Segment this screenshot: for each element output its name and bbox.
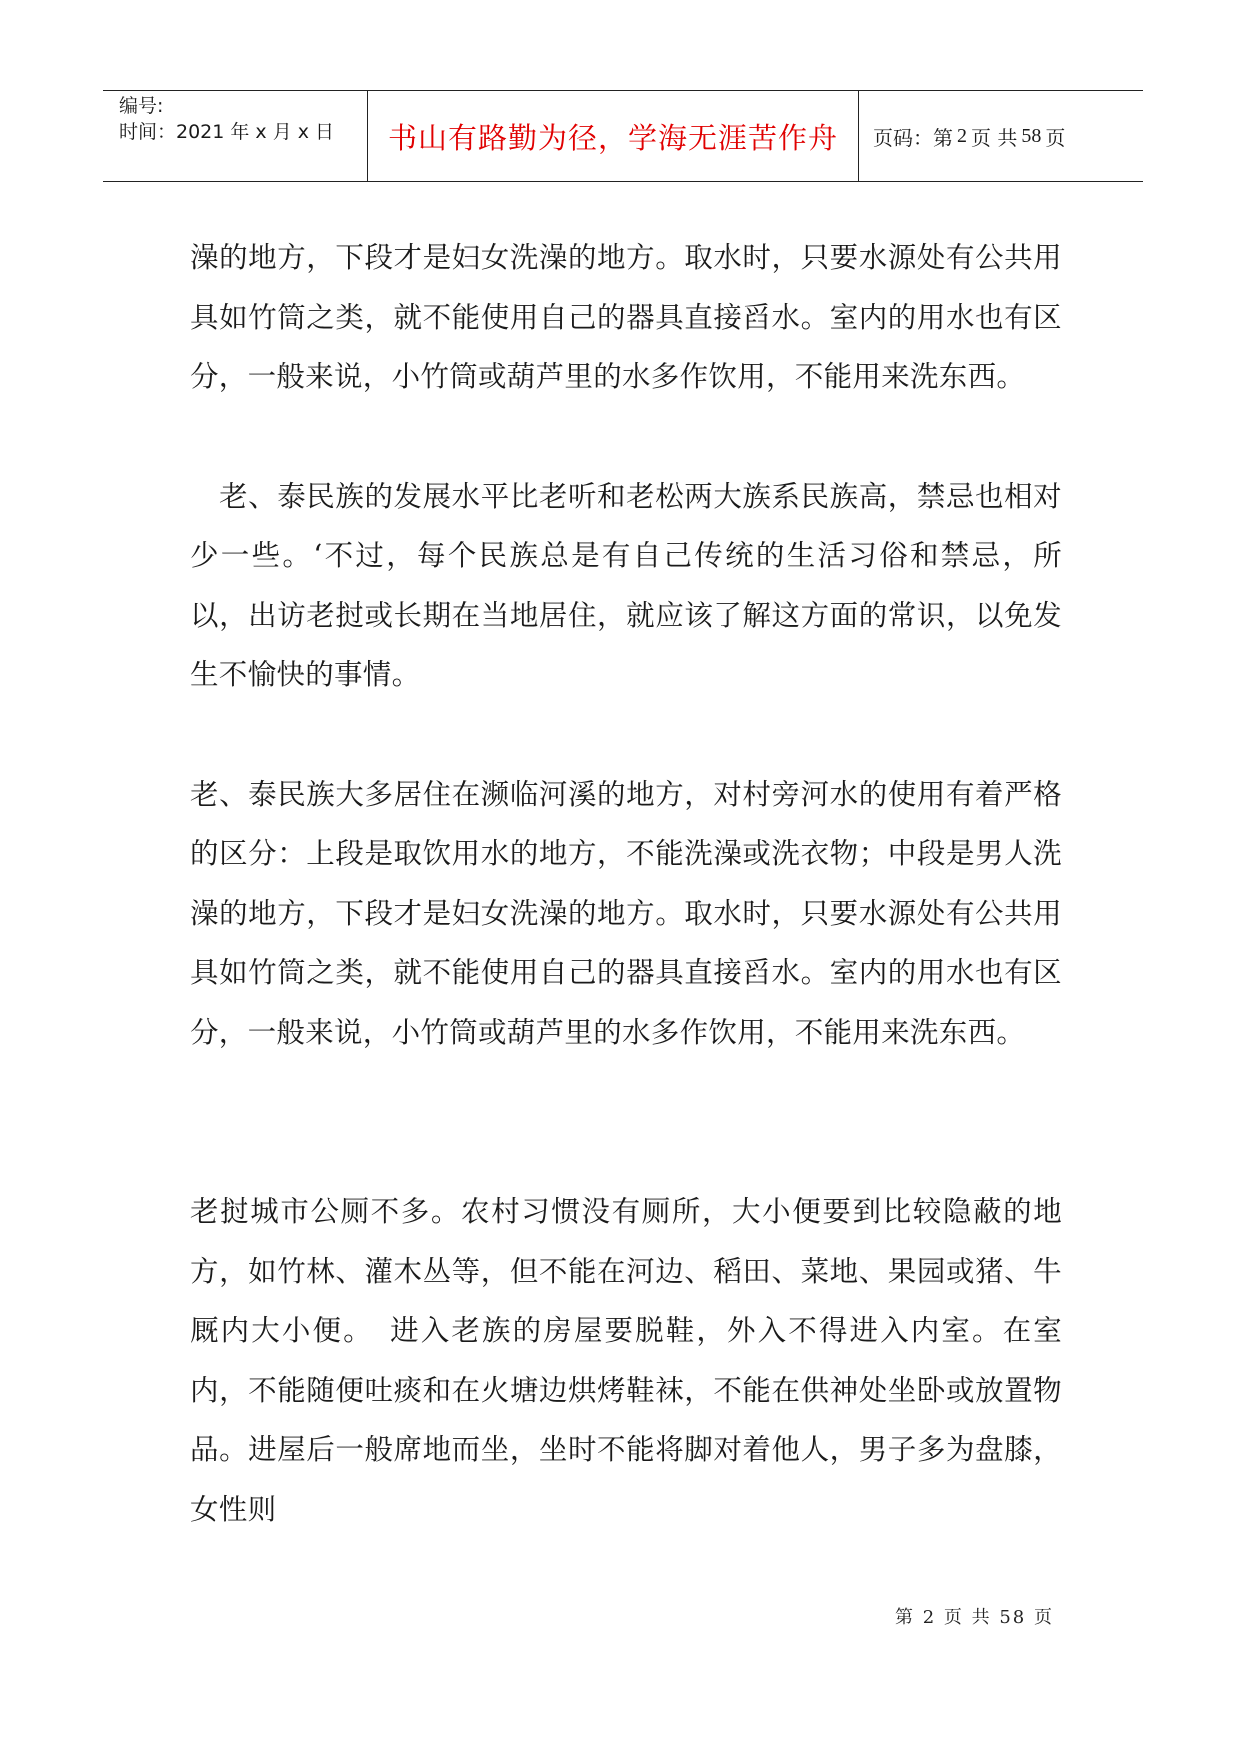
document-number-label: 编号:	[119, 95, 164, 117]
page-current: 2	[957, 124, 967, 147]
page-prefix: 页码：第	[873, 125, 953, 150]
page-mid: 页 共	[971, 125, 1018, 150]
page-footer: 第 2 页 共 58 页	[895, 1607, 1054, 1628]
header-page-info	[859, 91, 1143, 181]
paragraph-2: 老、泰民族的发展水平比老听和老松两大族系民族高，禁忌也相对少一些。‘不过，每个民族总是有自己传统的生活习俗和禁忌，所以，出访老挝或长期在当地居住，就应该了解这方面的常识，以免发生不愉快的事情。	[190, 479, 1062, 691]
paragraph-4: 老挝城市公厕不多。农村习惯没有厕所，大小便要到比较隐蔽的地方，如竹林、灌木丛等，但不能在河边、稻田、菜地、果园或猪、牛厩内大小便。 进入老族的房屋要脱鞋，外入不得进入内室。在室内，不能随便吐痰和在火塘边烘烤鞋袜，不能在供神处坐卧或放置物品。进屋后一般席地而坐，坐时不能将脚对着他人，男子多为盘膝，女性则	[190, 1195, 1062, 1526]
document-time: 时间：2021 年 x 月 x 日	[119, 121, 335, 143]
paragraph-3: 老、泰民族大多居住在濒临河溪的地方，对村旁河水的使用有着严格的区分：上段是取饮用水的地方，不能洗澡或洗衣物；中段是男人洗澡的地方，下段才是妇女洗澡的地方。取水时，只要水源处有公共用具如竹筒之类，就不能使用自己的器具直接舀水。室内的用水也有区分，一般来说，小竹筒或葫芦里的水多作饮用，不能用来洗东西。	[190, 777, 1062, 1049]
page-total: 58	[1021, 124, 1042, 147]
page-header	[103, 90, 1143, 182]
header-meta	[103, 91, 368, 181]
document-body	[190, 228, 1062, 1539]
page-suffix: 页	[1045, 125, 1066, 150]
paragraph-1: 澡的地方，下段才是妇女洗澡的地方。取水时，只要水源处有公共用具如竹筒之类，就不能使用自己的器具直接舀水。室内的用水也有区分，一般来说，小竹筒或葫芦里的水多作饮用，不能用来洗东西。	[190, 241, 1062, 393]
header-motto: 书山有路勤为径，学海无涯苦作舟	[368, 91, 859, 181]
